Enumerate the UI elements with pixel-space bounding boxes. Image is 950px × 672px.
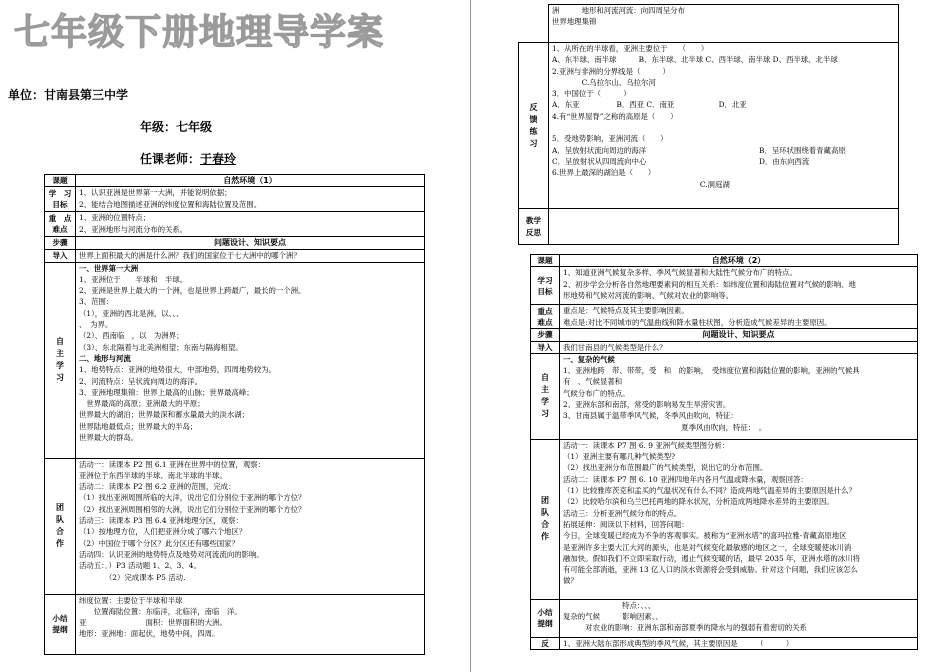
lesson1-table	[44, 174, 425, 655]
team2-label: 团 队 合 作	[531, 439, 560, 599]
goal-label: 学 习 目标	[45, 187, 76, 212]
key-label: 重 点 难点	[45, 212, 76, 237]
unit-label: 单位：甘南县第三中学	[8, 88, 129, 102]
teacher-label-text: 任课老师：	[140, 152, 201, 166]
step2-label: 步骤	[531, 329, 560, 341]
grade-label: 年级：七年级	[140, 120, 213, 134]
summary2-label: 小结 提纲	[531, 599, 560, 637]
step-label: 步骤	[45, 237, 76, 249]
topic-label: 课题	[45, 175, 76, 187]
option-d: D．由东向西流	[759, 157, 810, 166]
reflection-label: 教学 反思	[519, 209, 549, 245]
summary2-content: 特点：、、、 复杂的气候 影响因素、、 对农业的影响：亚洲东部和南部夏季的降水与的强弱有着密切的关系	[560, 599, 918, 637]
reflection-content	[549, 209, 899, 245]
left-page	[0, 0, 470, 672]
goal-content: 1、认识亚洲是世界第一大洲，并能说明依据； 2、能结合地图描述亚洲的纬度位置和海陆位置及范围。	[76, 187, 425, 212]
feedback-table	[518, 4, 899, 245]
continuation-label	[519, 5, 549, 43]
team-work-content: 活动一：读课本 P2 图 6.1 亚洲在世界中的位置，观察： 亚洲位于东西半球的半球、南北半球的半球。 活动二：读课本 P2 图 6.2 亚洲的范围，完成： （1）找出亚洲周围所临的大洋，说出它们分别位于亚洲的哪个方位？ （2）找出亚洲周围相邻的大洲，说出它们分别位于亚洲的哪个方位？ 活动三：读课本 P3 图 6.4 亚洲地理分区，观察： （1）按地理方位，人们把亚洲分成了哪六个地区？ （2）中国位于哪个分区？此分区还有哪些国家？ 活动四：认识亚洲的地势特点及地势对河流流向的影响。 活动五：．）P3 活动题 1、2、3、4。 （2）完成课本 P5 活动.	[76, 458, 425, 594]
teacher-name: 于春玲	[200, 152, 237, 166]
intro-content: 世界上面积最大的洲是什么洲？我们的国家位于七大洲中的哪个洲？	[76, 249, 425, 262]
self-study-label: 自 主 学 习	[45, 262, 76, 458]
lesson2-title: 自然环境（2）	[560, 255, 918, 267]
summary-label: 小结 提纲	[45, 594, 76, 654]
intro2-label: 导入	[531, 341, 560, 353]
feedback2-content: 1、亚洲大陆东部形成典型的季风气候，其主要原因是 （ ）	[560, 637, 918, 649]
teacher-label	[140, 150, 236, 167]
banner-title: 七年级下册地理导学案	[14, 12, 385, 53]
feedback2-label: 反	[531, 637, 560, 649]
intro2-content: 我们甘南县的气候类型是什么？	[560, 341, 918, 353]
goal2-label: 学习 目标	[531, 267, 560, 305]
lesson1-title: 自然环境（1）	[76, 175, 425, 187]
summary-content: 纬度位置：主要位于半球和半球 位置海陆位置：东临洋，北临洋，南临 洋。 亚 面积：世界面积的大洲。 地形：亚洲地：面起伏，地势中间，四周。	[76, 594, 425, 654]
continuation-content: 洲 地形和河流河流：向四周呈分布 世界地理集锦	[549, 5, 899, 43]
self-study-content: 一、世界第一大洲 1、亚洲位于 半球和 半球。 2、亚洲是世界上最大的一个洲，也是世界上跨最广，最长的一个洲。 3、范围： （1），亚洲的西北是洲，以、、、 、 为界。 （2）、西南临 ，以 为洲界； （3）、东北隔着与北美洲相望；东南与隔海相望。 二、地形与河流 1、地势特点：亚洲的地势很大，中部地势，四周地势较为。 2、河流特点：呈状流向周边的海洋。 3、亚洲地理集锦：世界上最高的山脉；世界最高峰； 世界最高的高原；亚洲最大的平原； 世界最大的湖泊；世界最深和蓄水量最大的淡水湖； 世界陆地最低点；世界最大的半岛； 世界最大的群岛。	[76, 262, 425, 458]
step-title: 问题设计、知识要点	[76, 237, 425, 249]
self2-content: 一、复杂的气候 1、亚洲地跨 带、带带，受 和 的影响， 受纬度位置和海陆位置的影响，亚洲的气候具 有 、气候显著和 气候分布广的特点。 2、亚洲东部和南部，常受的影响易发生旱涝灾害。 3、甘南县属于温带季风气候，冬季风由吹向，特征： 夏季风由吹向，特征： 。	[560, 353, 918, 439]
topic2-label: 课题	[531, 255, 560, 267]
key2-content: 重点是：气候特点及其主要影响因素。 难点是:对比不同城市的气温曲线和降水量柱状图，分析造成气候差异的主要原因。	[560, 305, 918, 329]
team-work-label: 团 队 合 作	[45, 458, 76, 594]
feedback-label: 反 馈 练 习	[519, 43, 549, 209]
intro-label: 导入	[45, 249, 76, 262]
right-page	[470, 0, 950, 672]
key-content: 1、亚洲的位置特点； 2、亚洲地形与河流分布的关系。	[76, 212, 425, 237]
step2-title: 问题设计、知识要点	[560, 329, 918, 341]
goal2-content: 1、知道亚洲气候复杂多样、季风气候显著和大陆性气候分布广的特点。 2、初步学会分析各自然地理要素间的相互关系：如纬度位置和海陆位置对气候的影响、地 形地势和气候对河流的影响、气候对农业的影响等。	[560, 267, 918, 305]
key2-label: 重点 难点	[531, 305, 560, 329]
feedback-content: 1、从所在的半球看，亚洲主要位于 （ ） A、东半球、南半球 B、东半球、北半球 C、西半球、南半球 D、西半球、北半球 2.亚洲与非洲的分界线是（ ） C.乌拉尔山、乌拉尔河 3．中国位于（ ） A．东亚 B．西亚 C．南亚 D．北亚 4.有“世界屋脊”之称的高原是（ ） 5．受地势影响，亚洲河流（ ） A．呈放射状流向周边的海洋 C．呈放射状从四周流向中心 6.世界上最深的湖泊是（ ） C.洞庭湖 B．呈环状围绕着青藏高原 D．由东向西流	[549, 43, 899, 209]
lesson2-table	[530, 254, 918, 650]
option-b: B．呈环状围绕着青藏高原	[759, 146, 846, 155]
self2-label: 自 主 学 习	[531, 353, 560, 439]
team2-content: 活动一：读课本 P7 图 6. 9 亚洲气候类型图分析： （1）亚洲主要有哪几种气候类型? （2）找出亚洲分布范围最广的气候类型，说出它的分布范围。 活动二：读课本 P7 图 6. 10 亚洲四地年内各月气温或降水量，观察回答： （1）比较雅库茨克和孟买的气温状况有什么不同？造成两地气温差异的主要原因是什么？ （2）比较哈尔滨和乌兰巴托两地的降水状况，分析造成两地降水差异的主要原因。 活动三：分析亚洲气候分布的特点。 拓展延伸：阅读以下材料，回答问题： 今日，全球变暖已经成为不争的客观事实。被称为“亚洲水塔”的喜玛拉雅-青藏高原地区 是亚洲许多主要大江大河的源头，也是对气候变化最敏感的地区之一，全球变暖使冰川消 融加快。假如我们不立即采取行动，遏止气候变暖的话，最早 2035 年，亚洲水塔的冰川将 有可能全部消逝，亚洲 13 亿人口的淡水资源将会受到威胁。针对这个问题，我们应该怎么 做？	[560, 439, 918, 599]
